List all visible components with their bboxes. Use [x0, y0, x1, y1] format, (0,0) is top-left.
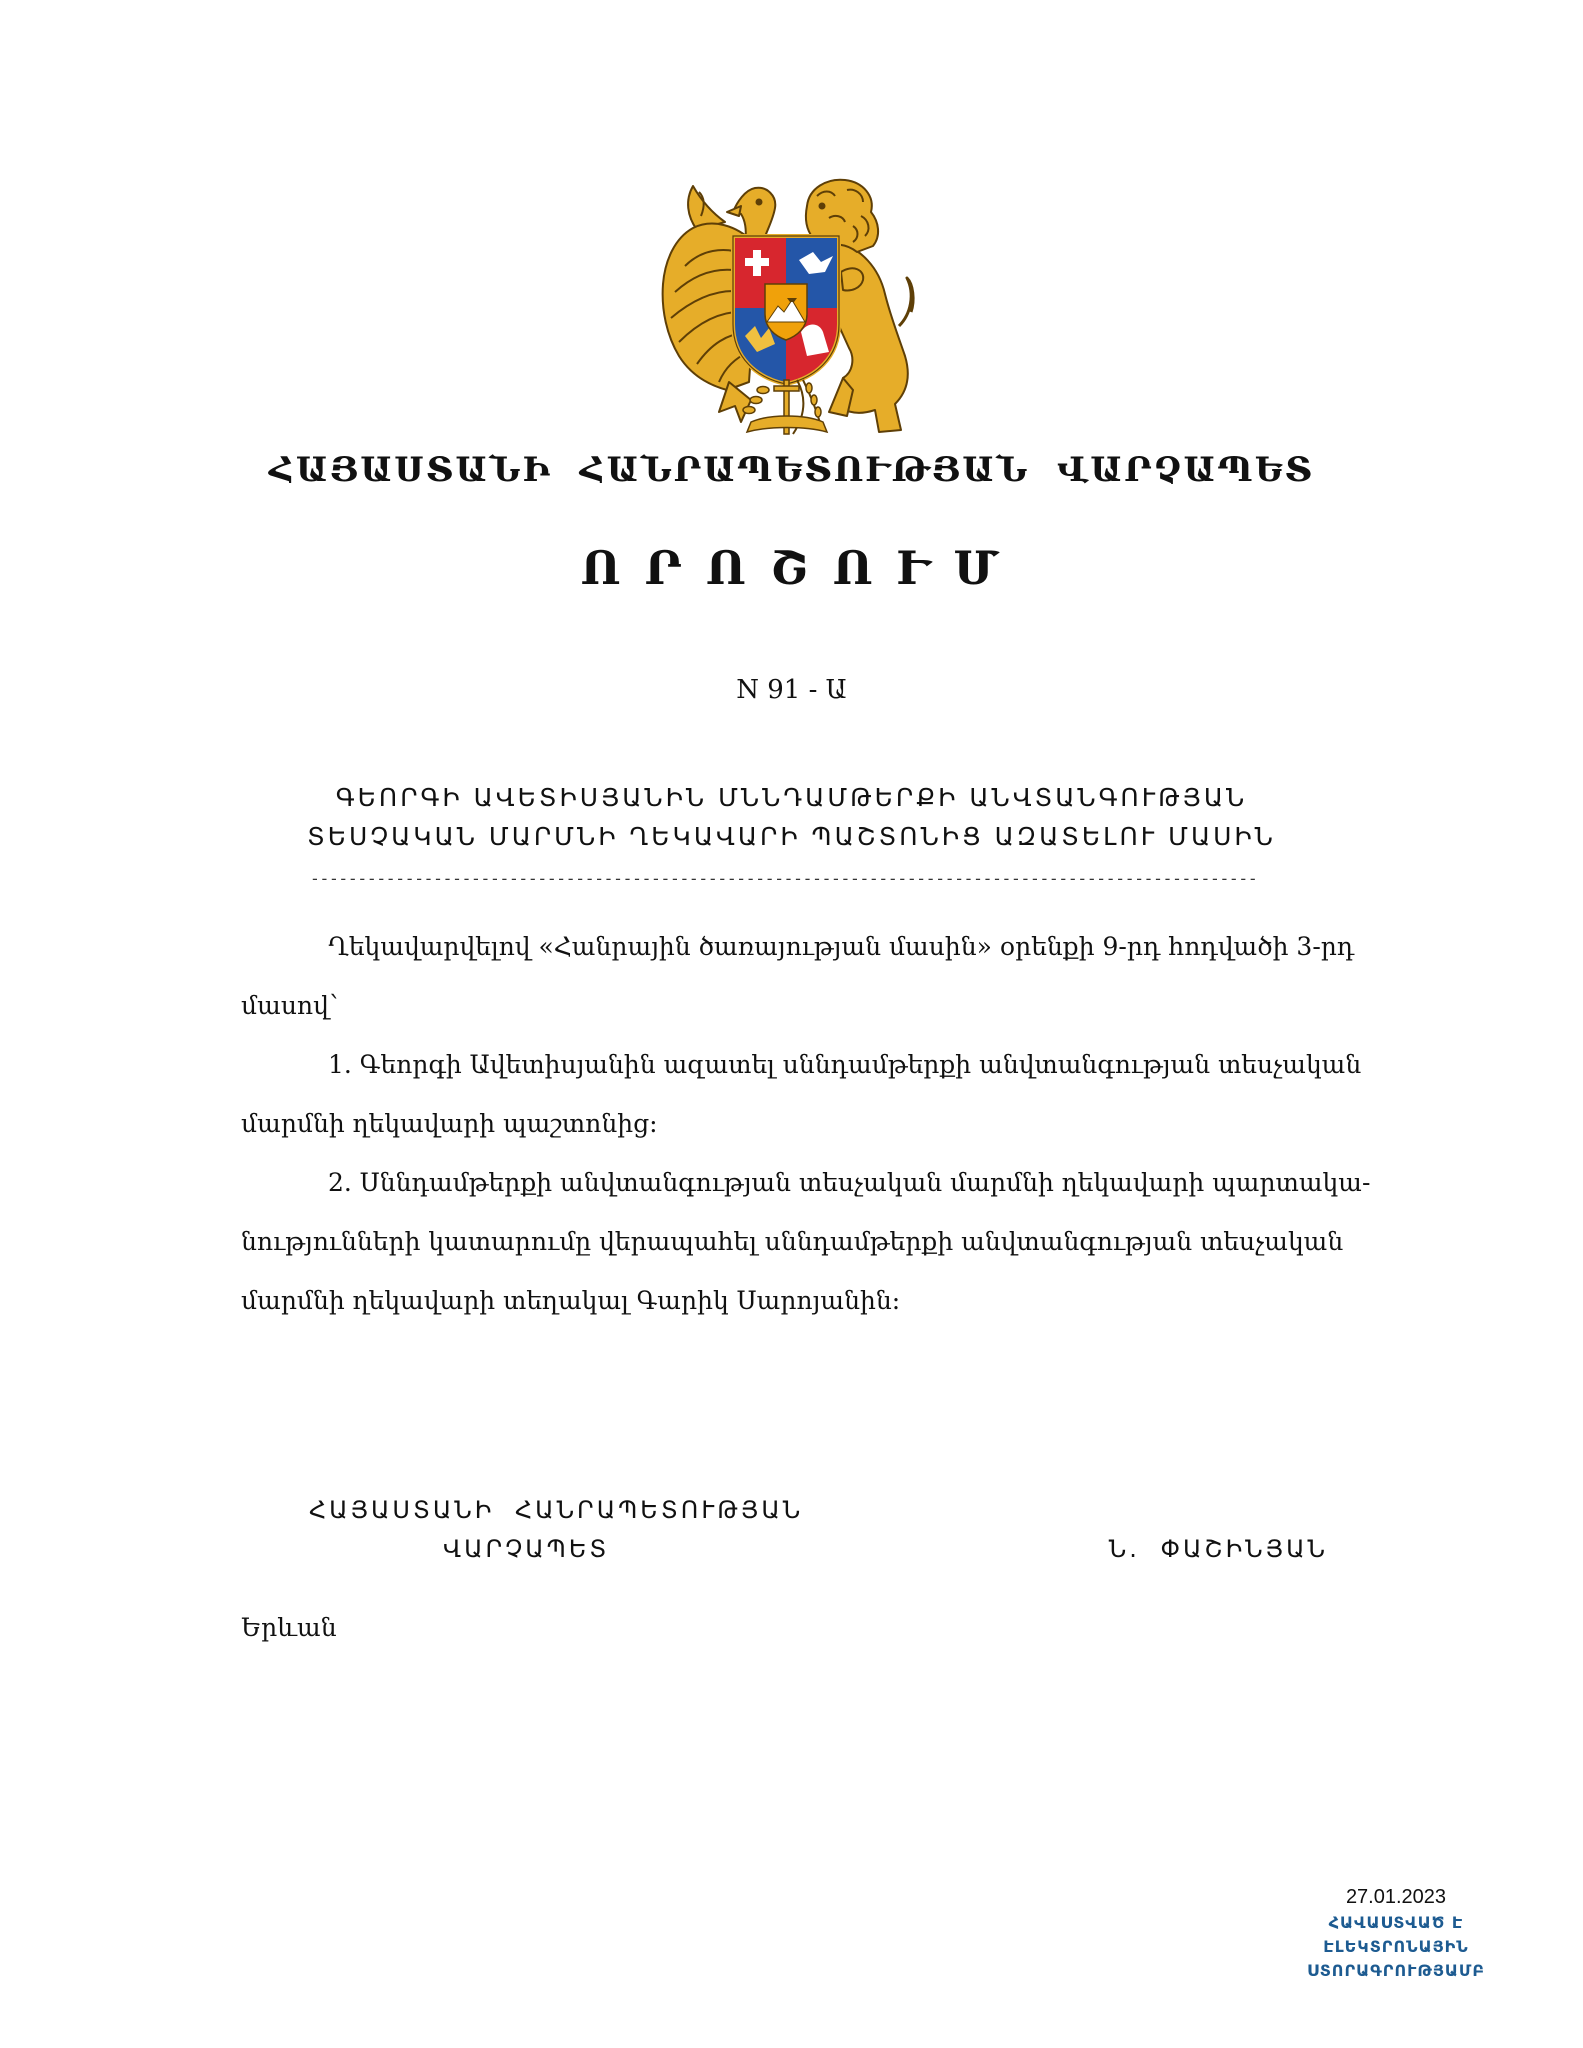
- chain-link: [750, 397, 762, 404]
- chain-link: [757, 387, 769, 394]
- issuing-authority: ՀԱՅԱՍՏԱՆԻ ՀԱՆՐԱՊԵՏՈՒԹՅԱՆ ՎԱՐՉԱՊԵՏ: [268, 450, 1315, 490]
- decree-body: [241, 917, 1371, 1330]
- stamp-line: ՍՏՈՐԱԳՐՈՒԹՅԱՄԲ: [1307, 1961, 1485, 1980]
- signatory-title-line2: ՎԱՐՉԱՊԵՏ: [443, 1535, 610, 1563]
- stamp-line: ՀԱՎԱՍՏՎԱԾ Է: [1328, 1913, 1464, 1932]
- decree-number: N 91 - Ա: [736, 675, 847, 705]
- signatory-name: Ն. ՓԱՇԻՆՅԱՆ: [1108, 1535, 1328, 1563]
- wheat-grain: [806, 383, 812, 393]
- emblem-base-symbols: [743, 380, 827, 434]
- body-line: մարմնի ղեկավարի պաշտոնից։: [241, 1109, 658, 1138]
- wheat-grain: [815, 407, 821, 417]
- body-line: Ղեկավարվելով «Հանրային ծառայության մասին» օրենքի 9-րդ հոդվածի 3-րդ: [328, 932, 1355, 961]
- body-line: 1. Գեորգի Ավետիսյանին ազատել սննդամթերքի անվտանգության տեսչական: [328, 1050, 1362, 1079]
- electronic-signature-stamp: [1286, 1883, 1506, 1983]
- subject-separator: ----------------------------------------------------------------------------------------------------: [312, 869, 1260, 888]
- lion-eye: [820, 204, 825, 209]
- shield: [733, 236, 839, 388]
- wheat-grain: [811, 395, 817, 405]
- body-line: մարմնի ղեկավարի տեղակալ Գարիկ Սարոյանին։: [241, 1286, 901, 1315]
- document-type: Ո Ր Ո Շ Ո Ւ Մ: [580, 541, 1003, 595]
- coat-of-arms-emblem: [656, 176, 918, 444]
- decree-subject: [0, 778, 1583, 856]
- sword-guard: [774, 386, 799, 391]
- place-of-issue: Երևան: [241, 1613, 337, 1642]
- chain-link: [743, 407, 755, 414]
- stamp-line: ԷԼԵԿՏՐՈՆԱՅԻՆ: [1323, 1937, 1469, 1956]
- signatory-title-line1: ՀԱՅԱՍՏԱՆԻ ՀԱՆՐԱՊԵՏՈՒԹՅԱՆ: [309, 1496, 804, 1524]
- body-line: 2. Սննդամթերքի անվտանգության տեսչական մարմնի ղեկավարի պարտակա-: [328, 1168, 1371, 1197]
- body-line: նությունների կատարումը վերապահել սննդամթերքի անվտանգության տեսչական: [241, 1227, 1344, 1256]
- subject-line: ԳԵՈՐԳԻ ԱՎԵՏԻՍՅԱՆԻՆ ՄՆՆԴԱՄԹԵՐՔԻ ԱՆՎՏԱՆԳՈՒԹՅԱՆ: [335, 783, 1248, 812]
- subject-line: ՏԵՍՉԱԿԱՆ ՄԱՐՄՆԻ ՂԵԿԱՎԱՐԻ ՊԱՇՏՈՆԻՑ ԱԶԱՏԵԼՈՒ ՄԱՍԻՆ: [307, 822, 1276, 851]
- eagle-eye: [757, 200, 762, 205]
- body-line: մասով՝: [241, 991, 338, 1020]
- stamp-date: 27.01.2023: [1345, 1886, 1447, 1908]
- lion-tail: [899, 278, 913, 326]
